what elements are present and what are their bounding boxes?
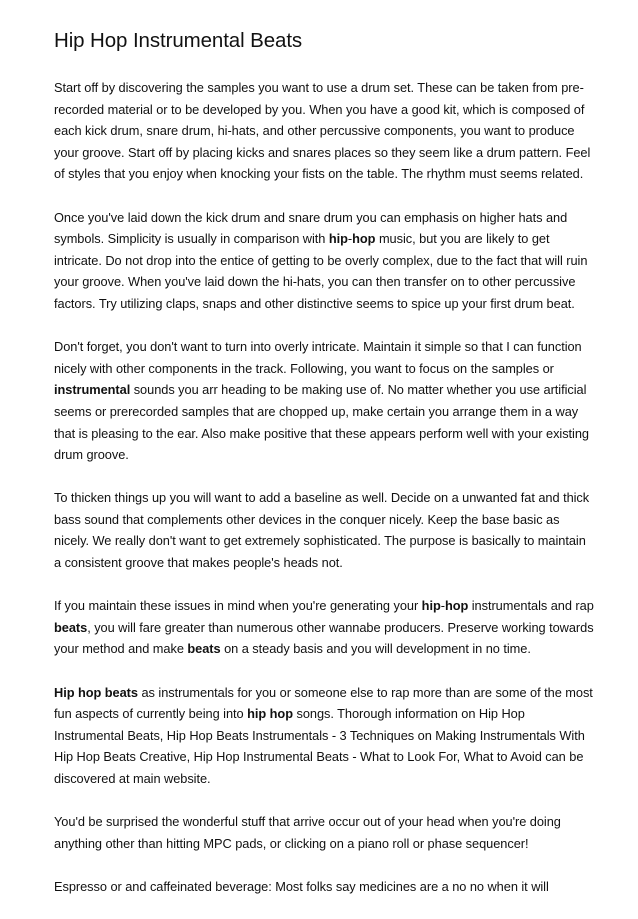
document-page [54, 26, 594, 919]
text-run: as instrumentals for you or someone else to rap more than are some of the most fun aspects of currently being into [54, 684, 593, 722]
text-run: Start off by discovering the samples you want to use a drum set. These can be taken from pre-recorded material or to be developed by you. When you have a good kit, which is composed of each kick drum, snare drum, hi-hats, and other percussive components, you want to produce your groove. Start off by placing kicks and snares places so they seem like a drum pattern. Feel of styles that you enjoy when knocking your fists on the table. The rhythm must seems related. [54, 80, 591, 182]
text-run: If you maintain these issues in mind when you're generating your [54, 598, 422, 614]
bold-keyword: hop [444, 598, 469, 614]
paragraph [54, 487, 594, 573]
paragraph [54, 336, 594, 466]
bold-keyword: hip [328, 231, 348, 247]
text-run: music, but you are likely to get intricate. Do not drop into the entice of getting to be overly complex, due to the fact that will ruin your groove. When you've laid down the hi-hats, you can then transfer on to other percussive factors. Try utilizing claps, snaps and other distinctive seems to spice up your first drum beat. [54, 231, 588, 311]
paragraph [54, 876, 594, 898]
bold-keyword: Hip hop beats [54, 684, 138, 700]
paragraph [54, 207, 594, 315]
text-run: - [347, 231, 353, 247]
text-run: You'd be surprised the wonderful stuff that arrive occur out of your head when you're doing anything other than hitting MPC pads, or clicking on a piano roll or phase sequencer! [54, 814, 561, 851]
bold-keyword: instrumental [54, 382, 131, 398]
text-run: songs. Thorough information on Hip Hop Instrumental Beats, Hip Hop Beats Instrumentals - 3 Techniques on Making Instrumentals With Hip Hop Beats Creative, Hip Hop Instrumental Beats - What to Look For, What to Avoid can be discovered at main website. [54, 706, 585, 786]
paragraph [54, 595, 594, 660]
page-title: Hip Hop Instrumental Beats [54, 29, 303, 52]
bold-keyword: hop [352, 231, 376, 247]
paragraph [54, 77, 594, 185]
paragraph [54, 682, 594, 790]
text-run: , you will fare greater than numerous other wannabe producers. Preserve working towards your method and make [54, 619, 594, 657]
text-run: Espresso or and caffeinated beverage: Most folks say medicines are a no no when it will [54, 878, 549, 894]
text-run: sounds you arr heading to be making use of. No matter whether you use artificial seems or prerecorded samples that are chopped up, make certain you arrange them in a way that is pleasing to the ear. Also make positive that these appears perform well with your existing drum groove. [54, 382, 589, 463]
bold-keyword: beats [54, 619, 88, 635]
text-run: Once you've laid down the kick drum and snare drum you can emphasis on higher hats and symbols. Simplicity is usually in comparison with [54, 209, 568, 247]
text-run: - [440, 598, 445, 614]
bold-keyword: beats [187, 641, 221, 657]
document-body [54, 77, 594, 898]
paragraph [54, 811, 594, 854]
text-run: To thicken things up you will want to add a baseline as well. Decide on a unwanted fat and thick bass sound that complements other devices in the conquer nicely. Keep the base basic as nicely. We really don't want to get extremely sophisticated. The purpose is basically to maintain a consistent groove that makes people's heads not. [54, 490, 590, 571]
bold-keyword: hip hop [247, 706, 293, 722]
text-run: instrumentals and rap [468, 598, 594, 614]
text-run: Don't forget, you don't want to turn into overly intricate. Maintain it simple so that I can function nicely with other components in the track. Following, you want to focus on the samples or [54, 339, 582, 376]
text-run: on a steady basis and you will development in no time. [220, 641, 531, 657]
bold-keyword: hip [421, 598, 441, 614]
